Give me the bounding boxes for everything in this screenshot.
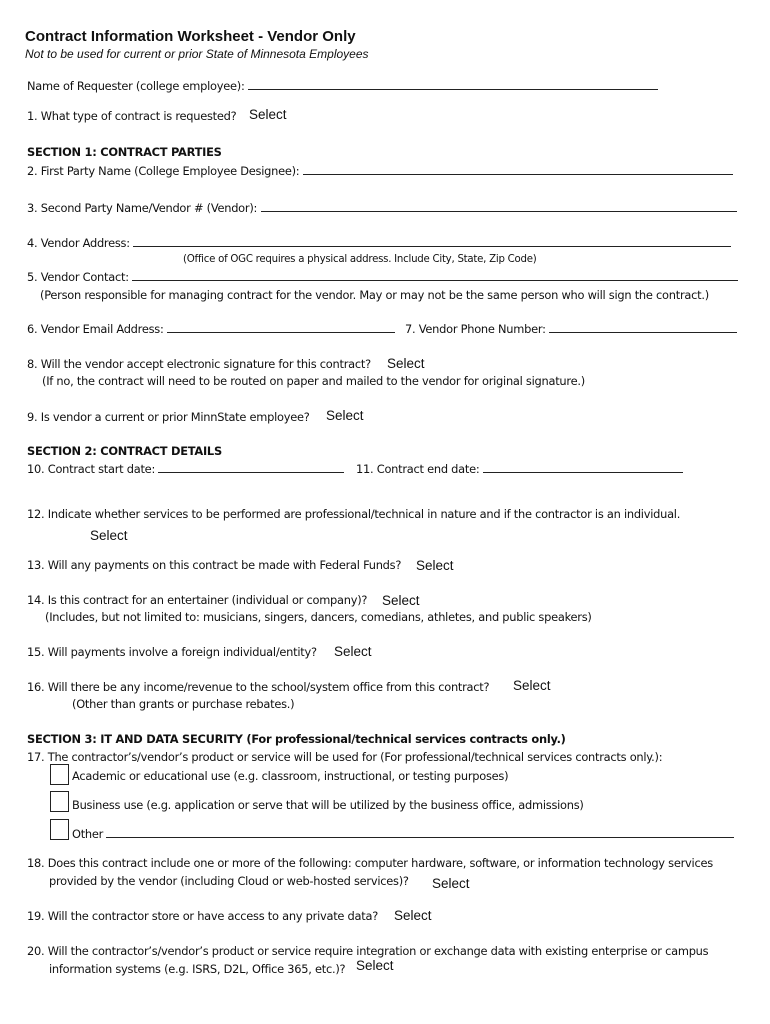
q1-select[interactable]: Select: [249, 107, 287, 122]
q19-label: 19. Will the contractor store or have access to any private data?: [27, 909, 378, 923]
second-party-input[interactable]: [261, 201, 737, 212]
q5-row: [27, 270, 738, 284]
q15-label: 15. Will payments involve a foreign individual/entity?: [27, 645, 317, 659]
q14-label: 14. Is this contract for an entertainer (individual or company)?: [27, 593, 368, 607]
q13-select[interactable]: Select: [416, 558, 454, 573]
q16-note: (Other than grants or purchase rebates.): [72, 697, 295, 711]
vendor-contact-input[interactable]: [132, 270, 738, 281]
vendor-phone-input[interactable]: [549, 322, 737, 333]
q8-label: 8. Will the vendor accept electronic signature for this contract?: [27, 357, 371, 371]
q20-label-line1: 20. Will the contractor’s/vendor’s product or service require integration or exchange data with existing enterprise or campus: [27, 944, 709, 958]
section-2-heading: SECTION 2: CONTRACT DETAILS: [27, 444, 222, 458]
section-1-heading: SECTION 1: CONTRACT PARTIES: [27, 145, 222, 159]
q9-label: 9. Is vendor a current or prior MinnState employee?: [27, 410, 310, 424]
q10-row: [27, 462, 344, 476]
q4-note: (Office of OGC requires a physical address. Include City, State, Zip Code): [183, 254, 537, 265]
q17-other-row: [72, 827, 734, 841]
q18-select[interactable]: Select: [432, 876, 470, 891]
q17-checkbox-other[interactable]: [50, 819, 69, 840]
q16-label: 16. Will there be any income/revenue to the school/system office from this contract?: [27, 680, 490, 694]
q14-select[interactable]: Select: [382, 593, 420, 608]
q17-checkbox-academic[interactable]: [50, 764, 69, 785]
first-party-input[interactable]: [303, 164, 733, 175]
q17-option-academic: Academic or educational use (e.g. classroom, instructional, or testing purposes): [72, 769, 509, 783]
q6-row: [27, 322, 395, 336]
q12-label: 12. Indicate whether services to be performed are professional/technical in nature and if the contractor is an individual.: [27, 507, 681, 521]
q3-label: 3. Second Party Name/Vendor # (Vendor):: [27, 201, 258, 215]
page-subtitle: Not to be used for current or prior State of Minnesota Employees: [25, 47, 369, 61]
q2-label: 2. First Party Name (College Employee Designee):: [27, 164, 300, 178]
q15-select[interactable]: Select: [334, 644, 372, 659]
q9-select[interactable]: Select: [326, 408, 364, 423]
q17-option-business: Business use (e.g. application or serve that will be utilized by the business office, admissions): [72, 798, 584, 812]
q6-label: 6. Vendor Email Address:: [27, 322, 164, 336]
q5-note: (Person responsible for managing contract for the vendor. May or may not be the same person who will sign the contract.): [40, 288, 709, 302]
q11-row: [356, 462, 683, 476]
q13-label: 13. Will any payments on this contract be made with Federal Funds?: [27, 558, 402, 572]
q20-select[interactable]: Select: [356, 958, 394, 973]
q8-note: (If no, the contract will need to be routed on paper and mailed to the vendor for original signature.): [42, 374, 585, 388]
q17-label: 17. The contractor’s/vendor’s product or service will be used for (For professional/technical services contracts only.):: [27, 750, 663, 764]
q18-label-line2: provided by the vendor (including Cloud or web-hosted services)?: [49, 874, 409, 888]
q19-select[interactable]: Select: [394, 908, 432, 923]
q10-label: 10. Contract start date:: [27, 462, 156, 476]
q3-row: [27, 201, 737, 215]
page-title: Contract Information Worksheet - Vendor Only: [25, 28, 356, 45]
vendor-address-input[interactable]: [133, 236, 731, 247]
q12-select[interactable]: Select: [90, 528, 128, 543]
q1-label: 1. What type of contract is requested?: [27, 109, 237, 123]
q17-other-input[interactable]: [106, 827, 734, 838]
requester-label: Name of Requester (college employee):: [27, 79, 245, 93]
end-date-input[interactable]: [483, 462, 683, 473]
q4-label: 4. Vendor Address:: [27, 236, 130, 250]
q14-note: (Includes, but not limited to: musicians, singers, dancers, comedians, athletes, and public speakers): [45, 610, 592, 624]
vendor-email-input[interactable]: [167, 322, 395, 333]
requester-row: [27, 79, 658, 93]
q18-label-line1: 18. Does this contract include one or more of the following: computer hardware, software, or information technology services: [27, 856, 713, 870]
q17-option-other: Other: [72, 827, 104, 841]
q16-select[interactable]: Select: [513, 678, 551, 693]
q5-label: 5. Vendor Contact:: [27, 270, 129, 284]
section-3-heading: SECTION 3: IT AND DATA SECURITY (For professional/technical services contracts only.): [27, 732, 566, 746]
q2-row: [27, 164, 733, 178]
q17-checkbox-business[interactable]: [50, 791, 69, 812]
q4-row: [27, 236, 731, 250]
q20-label-line2: information systems (e.g. ISRS, D2L, Office 365, etc.)?: [49, 962, 346, 976]
q11-label: 11. Contract end date:: [356, 462, 480, 476]
q7-label: 7. Vendor Phone Number:: [405, 322, 546, 336]
q7-row: [405, 322, 737, 336]
requester-input[interactable]: [248, 79, 658, 90]
start-date-input[interactable]: [158, 462, 344, 473]
q8-select[interactable]: Select: [387, 356, 425, 371]
